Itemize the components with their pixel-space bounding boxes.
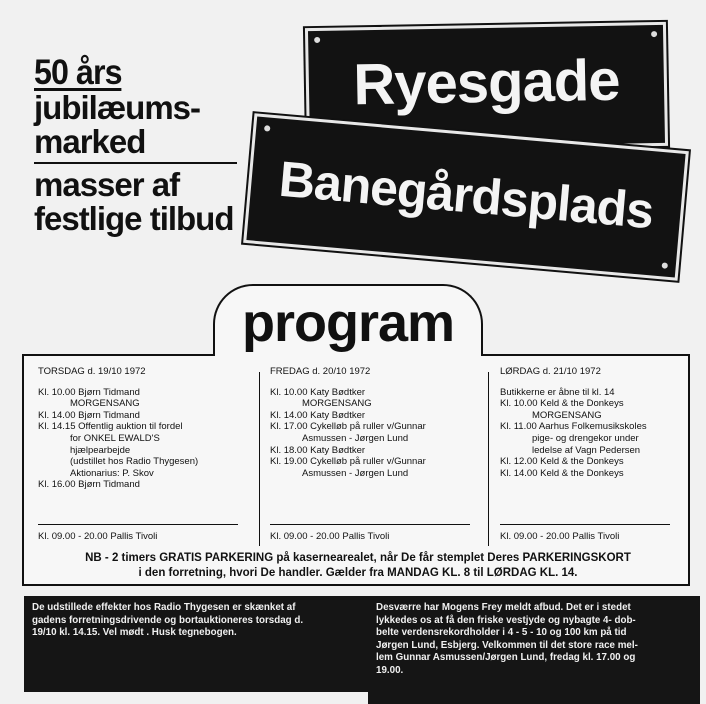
event-line: ledelse af Vagn Pedersen [532, 444, 641, 456]
event-line: Kl. 10.00 Katy Bødtker [270, 386, 366, 398]
headline-anniversary: 50 års [34, 53, 122, 92]
event-line: Kl. 18.00 Katy Bødtker [270, 444, 366, 456]
event-line: Kl. 14.15 Offentlig auktion til fordel [38, 421, 183, 433]
headline-market: marked [34, 123, 146, 160]
event-line: for ONKEL EWALD'S [70, 432, 160, 444]
tivoli-line: Kl. 09.00 - 20.00 Pallis Tivoli [500, 531, 620, 542]
program-day-thursday [38, 366, 248, 491]
auction-notice-box [24, 596, 368, 692]
parking-notice-line: NB - 2 timers GRATIS PARKERING på kasernearealet, når De får stemplet Deres PARKERINGSKORT [85, 552, 631, 564]
sign-banegaardsplads-text: Banegårdsplads [276, 150, 656, 240]
headline-offers-2: festlige tilbud [34, 200, 234, 237]
event-line: Kl. 14.00 Keld & the Donkeys [500, 467, 624, 479]
notice-line: lem Gunnar Asmussen/Jørgen Lund, fredag kl. 17.00 og [376, 652, 636, 664]
event-line: Kl. 12.00 Keld & the Donkeys [500, 456, 624, 468]
day-header: FREDAG d. 20/10 1972 [270, 366, 371, 377]
tivoli-divider [38, 524, 238, 525]
parking-notice-line: i den forretning, hvori De handler. Gælder fra MANDAG KL. 8 til LØRDAG KL. 14. [138, 567, 578, 579]
column-divider [488, 372, 489, 546]
notice-line: 19/10 kl. 14.15. Vel mødt . Husk tegnebogen. [32, 627, 237, 639]
event-line: Kl. 17.00 Cykelløb på ruller v/Gunnar [270, 421, 426, 433]
event-line: Kl. 19.00 Cykelløb på ruller v/Gunnar [270, 456, 426, 468]
event-line: Kl. 10.00 Bjørn Tidmand [38, 386, 140, 398]
screw-icon [651, 31, 657, 37]
notice-line: lykkedes os at få den friske vestjyde og nybagte 4- dob- [376, 614, 636, 626]
event-line: pige- og drengekor under [532, 432, 639, 444]
tivoli-line: Kl. 09.00 - 20.00 Pallis Tivoli [270, 531, 390, 542]
tivoli-divider [500, 524, 670, 525]
event-line: Aktionarius: P. Skov [70, 467, 154, 479]
event-line: MORGENSANG [302, 398, 372, 410]
notice-line: gadens forretningsdrivende og bortauktioneres torsdag d. [32, 614, 304, 626]
race-notice-box [368, 596, 700, 704]
screw-icon [314, 37, 320, 43]
event-line: hjælpearbejde [70, 444, 131, 456]
sign-ryesgade-text: Ryesgade [352, 47, 620, 118]
event-line: Kl. 10.00 Keld & the Donkeys [500, 398, 624, 410]
event-line: Asmussen - Jørgen Lund [302, 467, 409, 479]
event-line: MORGENSANG [70, 398, 140, 410]
event-line: Asmussen - Jørgen Lund [302, 432, 409, 444]
day-header: LØRDAG d. 21/10 1972 [500, 366, 601, 377]
program-title: program [241, 293, 455, 353]
notice-line: belte verdensrekordholder i 4 - 5 - 10 og 100 km på tid [376, 627, 627, 639]
headline [34, 53, 237, 237]
tivoli-line: Kl. 09.00 - 20.00 Pallis Tivoli [38, 531, 158, 542]
event-line: Butikkerne er åbne til kl. 14 [500, 386, 615, 398]
notice-line: 19.00. [376, 664, 404, 676]
headline-jubilee: jubilæums- [34, 89, 201, 126]
event-line: Kl. 14.00 Katy Bødtker [270, 409, 366, 421]
event-line: MORGENSANG [532, 409, 602, 421]
program-day-friday [270, 366, 482, 479]
notice-line: Jørgen Lund, Esbjerg. Velkommen til det store race mel- [376, 639, 638, 651]
column-divider [259, 372, 260, 546]
headline-offers-1: masser af [34, 166, 180, 203]
tivoli-divider [270, 524, 470, 525]
day-header: TORSDAG d. 19/10 1972 [38, 366, 146, 377]
event-line: Kl. 14.00 Bjørn Tidmand [38, 409, 140, 421]
event-line: Kl. 11.00 Aarhus Folkemusikskoles [500, 421, 647, 433]
notice-line: De udstillede effekter hos Radio Thygesen er skænket af [32, 602, 296, 613]
notice-line: Desværre har Mogens Frey meldt afbud. Det er i stedet [376, 602, 631, 613]
program-day-saturday [500, 366, 670, 479]
headline-divider [34, 162, 237, 164]
event-line: (udstillet hos Radio Thygesen) [70, 456, 199, 468]
parking-notice [38, 551, 678, 581]
event-line: Kl. 16.00 Bjørn Tidmand [38, 479, 140, 491]
